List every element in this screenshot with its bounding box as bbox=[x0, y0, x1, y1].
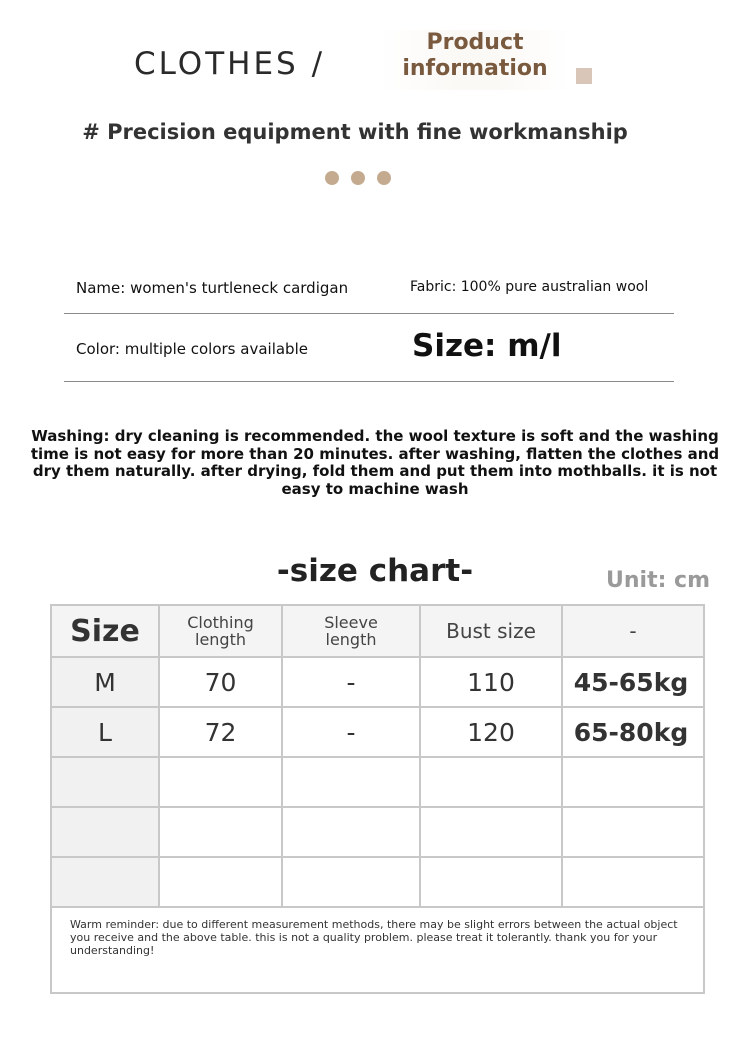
header-size: Size bbox=[51, 605, 159, 657]
header-weight: - bbox=[562, 605, 704, 657]
spec-fabric: Fabric: 100% pure australian wool bbox=[410, 279, 649, 295]
divider bbox=[64, 313, 674, 314]
cell-bust: 110 bbox=[420, 657, 562, 707]
table-row-empty bbox=[51, 757, 704, 807]
brand-title: CLOTHES / bbox=[134, 46, 326, 82]
unit-label: Unit: cm bbox=[606, 568, 711, 593]
cell-bust: 120 bbox=[420, 707, 562, 757]
size-table bbox=[50, 604, 705, 994]
decorative-dots bbox=[325, 171, 391, 185]
spec-color: Color: multiple colors available bbox=[76, 340, 308, 358]
color-swatch bbox=[576, 68, 592, 84]
cell-size: M bbox=[51, 657, 159, 707]
header-clothing-length: Clothing length bbox=[159, 605, 282, 657]
cell-size: L bbox=[51, 707, 159, 757]
warm-reminder: Warm reminder: due to different measurement methods, there may be slight errors between the actual object you receive and the above table. this is not a quality problem. please treat it tolerantly. thank you for your understanding! bbox=[51, 907, 704, 993]
dot bbox=[325, 171, 339, 185]
divider bbox=[64, 381, 674, 382]
dot bbox=[377, 171, 391, 185]
table-header-row bbox=[51, 605, 704, 657]
washing-instructions: Washing: dry cleaning is recommended. the wool texture is soft and the washing time is not easy for more than 20 minutes. after washing, flatten the clothes and dry them naturally. after drying, fold them and put them into mothballs. it is not easy to machine wash bbox=[30, 427, 720, 498]
size-chart-title: -size chart- bbox=[276, 553, 474, 589]
table-row bbox=[51, 657, 704, 707]
subtitle: # Precision equipment with fine workmanship bbox=[82, 120, 628, 144]
tag-line-2: information bbox=[402, 56, 548, 81]
product-information-tag bbox=[380, 30, 570, 90]
header-sleeve-length: Sleeve length bbox=[282, 605, 420, 657]
table-row bbox=[51, 707, 704, 757]
spec-name: Name: women's turtleneck cardigan bbox=[76, 279, 349, 297]
tag-line-1: Product bbox=[426, 30, 524, 55]
cell-length: 72 bbox=[159, 707, 282, 757]
header-bust-size: Bust size bbox=[420, 605, 562, 657]
cell-weight: 45-65kg bbox=[562, 657, 704, 707]
cell-sleeve: - bbox=[282, 657, 420, 707]
cell-length: 70 bbox=[159, 657, 282, 707]
table-reminder-row bbox=[51, 907, 704, 993]
cell-weight: 65-80kg bbox=[562, 707, 704, 757]
dot bbox=[351, 171, 365, 185]
table-row-empty bbox=[51, 807, 704, 857]
spec-size: Size: m/l bbox=[412, 328, 562, 364]
table-row-empty bbox=[51, 857, 704, 907]
cell-sleeve: - bbox=[282, 707, 420, 757]
